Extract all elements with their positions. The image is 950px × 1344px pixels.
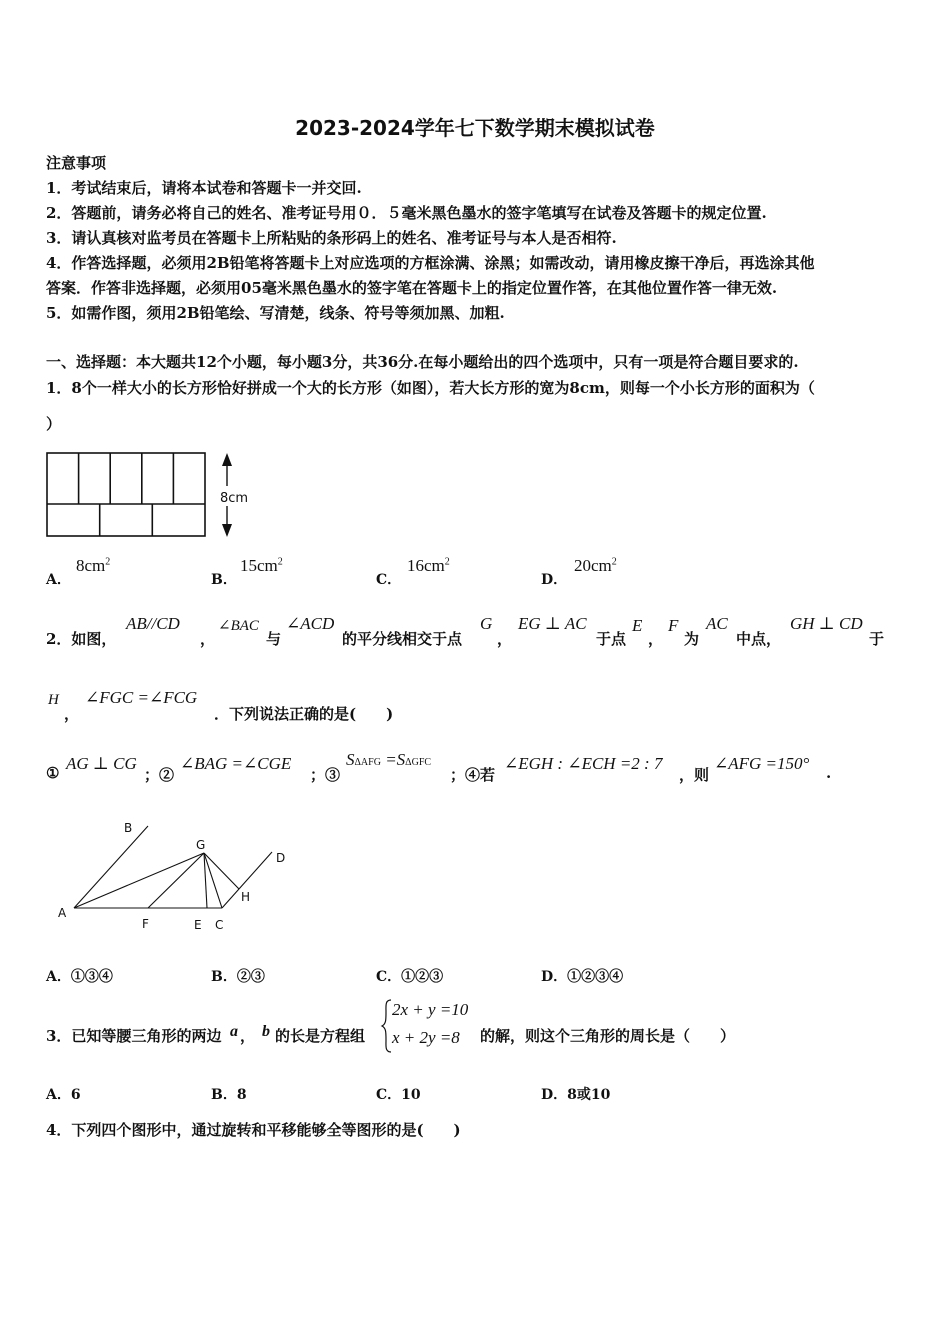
q2-statement: ，则 [679,766,710,784]
q2-math: F [668,616,679,635]
q3-option-a: A．6 [46,1087,81,1103]
q2-text: ， [200,630,216,648]
line-gh [204,853,239,889]
q1-option-b-label: B． [211,572,237,588]
arrow-down-icon [222,524,232,537]
note-item: 2．答题前，请务必将自己的姓名、准考证号用０．５毫米黑色墨水的签字笔填写在试卷及答题卡的规定位置. [46,204,767,222]
q3-option-b: B．8 [211,1087,247,1103]
q2-text: 为 [684,630,700,648]
point-label-h: H [241,890,251,904]
q3-text: 的解，则这个三角形的周长是（ ） [480,1027,736,1045]
line-ab [74,826,148,908]
figure-label-8cm: 8cm [220,491,249,506]
notes-heading: 注意事项 [46,154,107,172]
q2-statement: ；② [144,766,175,784]
q2-math: H [48,692,59,708]
q3-var-b: b [262,1023,270,1040]
q3-option-c: C．10 [376,1087,421,1103]
big-rectangle [47,453,205,536]
q1-option-a-label: A． [46,572,71,588]
q1-option-d-value: $20cm^2$ [574,556,617,575]
q2-text: 于 [869,630,885,648]
q4-text: 4．下列四个图形中，通过旋转和平移能够全等图形的是( ) [46,1121,461,1139]
q2-text: ．下列说法正确的是( ) [214,705,394,723]
q2-option-a: A．①③④ [46,969,113,985]
q2-text: 2．如图， [46,630,117,648]
q2-math: ∠ACD [286,614,335,633]
q3-text: 的长是方程组 [275,1027,366,1045]
line-fg [148,853,204,908]
q1-option-b-value: $15cm^2$ [240,556,283,575]
question-1-text: 1．8个一样大小的长方形恰好拼成一个大的长方形（如图），若大长方形的宽为8cm，则每一个小长方形的面积为（ [46,379,815,397]
q2-statement: ；③ [310,766,341,784]
q2-math: EG ⊥ AC [518,614,587,633]
q2-math: AC [706,614,728,633]
q2-text: ， [64,705,80,723]
point-label-a: A [58,906,67,920]
point-label-d: D [276,851,286,865]
q2-math: ∠AFG =150° [714,754,810,773]
q2-math: ∠BAC [218,618,259,634]
q2-option-d: D．①②③④ [541,969,624,985]
point-label-c: C [215,918,224,932]
note-item: 4．作答选择题，必须用2B铅笔将答题卡上对应选项的方框涂满、涂黑；如需改动，请用橡皮擦干净后，再选涂其他 [46,254,815,272]
line-ag [74,853,204,908]
q3-var-a: a [230,1023,238,1040]
q2-math: G [480,614,493,633]
q3-option-d: D．8或10 [541,1087,611,1103]
point-label-g: G [196,838,206,852]
note-item: 答案．作答非选择题，必须用05毫米黑色墨水的签字笔在答题卡上的指定位置作答，在其他位置作答一律无效. [46,279,778,297]
q1-option-c-value: $16cm^2$ [407,556,450,575]
q2-math: GH ⊥ CD [790,614,863,633]
q1-option-a-value: $8cm^2$ [76,556,111,575]
q2-math: AG ⊥ CG [66,754,137,773]
section-heading: 一、选择题：本大题共12个小题，每小题3分，共36分.在每小题给出的四个选项中，只有一项是符合题目要求的. [46,353,799,371]
q2-option-b: B．②③ [211,969,265,985]
q3-equation-2: x + 2y =8 [392,1028,460,1047]
point-label-b: B [124,821,133,835]
note-item: 3．请认真核对监考员在答题卡上所粘贴的条形码上的姓名、准考证号与本人是否相符. [46,229,617,247]
q2-text: 与 [266,630,282,648]
q2-text: 的平分线相交于点 [342,630,463,648]
question-1-figure [40,446,270,546]
q2-text: ， [648,630,664,648]
q2-statement: ① [46,764,60,782]
point-label-e: E [194,918,202,932]
question-2-figure [48,815,298,935]
q2-math: ∠EGH : ∠ECH =2 : 7 [504,754,663,773]
q2-text: ， [497,630,513,648]
q3-equation-1: 2x + y =10 [392,1000,469,1019]
q2-math-area: SΔAFG =SΔGFC [346,750,432,769]
q3-text: 3．已知等腰三角形的两边 [46,1027,222,1045]
q1-option-c-label: C． [376,572,402,588]
q2-option-c: C．①②③ [376,969,444,985]
q2-statement: . [826,764,832,782]
note-item: 5．如需作图，须用2B铅笔绘、写清楚，线条、符号等须加黑、加粗. [46,304,505,322]
q3-text: ， [240,1027,256,1045]
q2-math: E [632,616,643,635]
q2-math: ∠BAG =∠CGE [180,754,292,773]
q2-text: 于点 [596,630,627,648]
arrow-up-icon [222,453,232,466]
note-item: 1．考试结束后，请将本试卷和答题卡一并交回. [46,179,362,197]
q1-option-d-label: D． [541,572,568,588]
page-title: 2023-2024学年七下数学期末模拟试卷 [295,116,655,140]
point-label-f: F [142,917,149,931]
q2-statement: ；④若 [450,766,496,784]
question-1-text-end: ） [46,415,62,433]
q2-math: ∠FGC =∠FCG [85,688,198,707]
q2-text: 中点， [736,630,782,648]
q2-math: AB//CD [126,614,180,633]
